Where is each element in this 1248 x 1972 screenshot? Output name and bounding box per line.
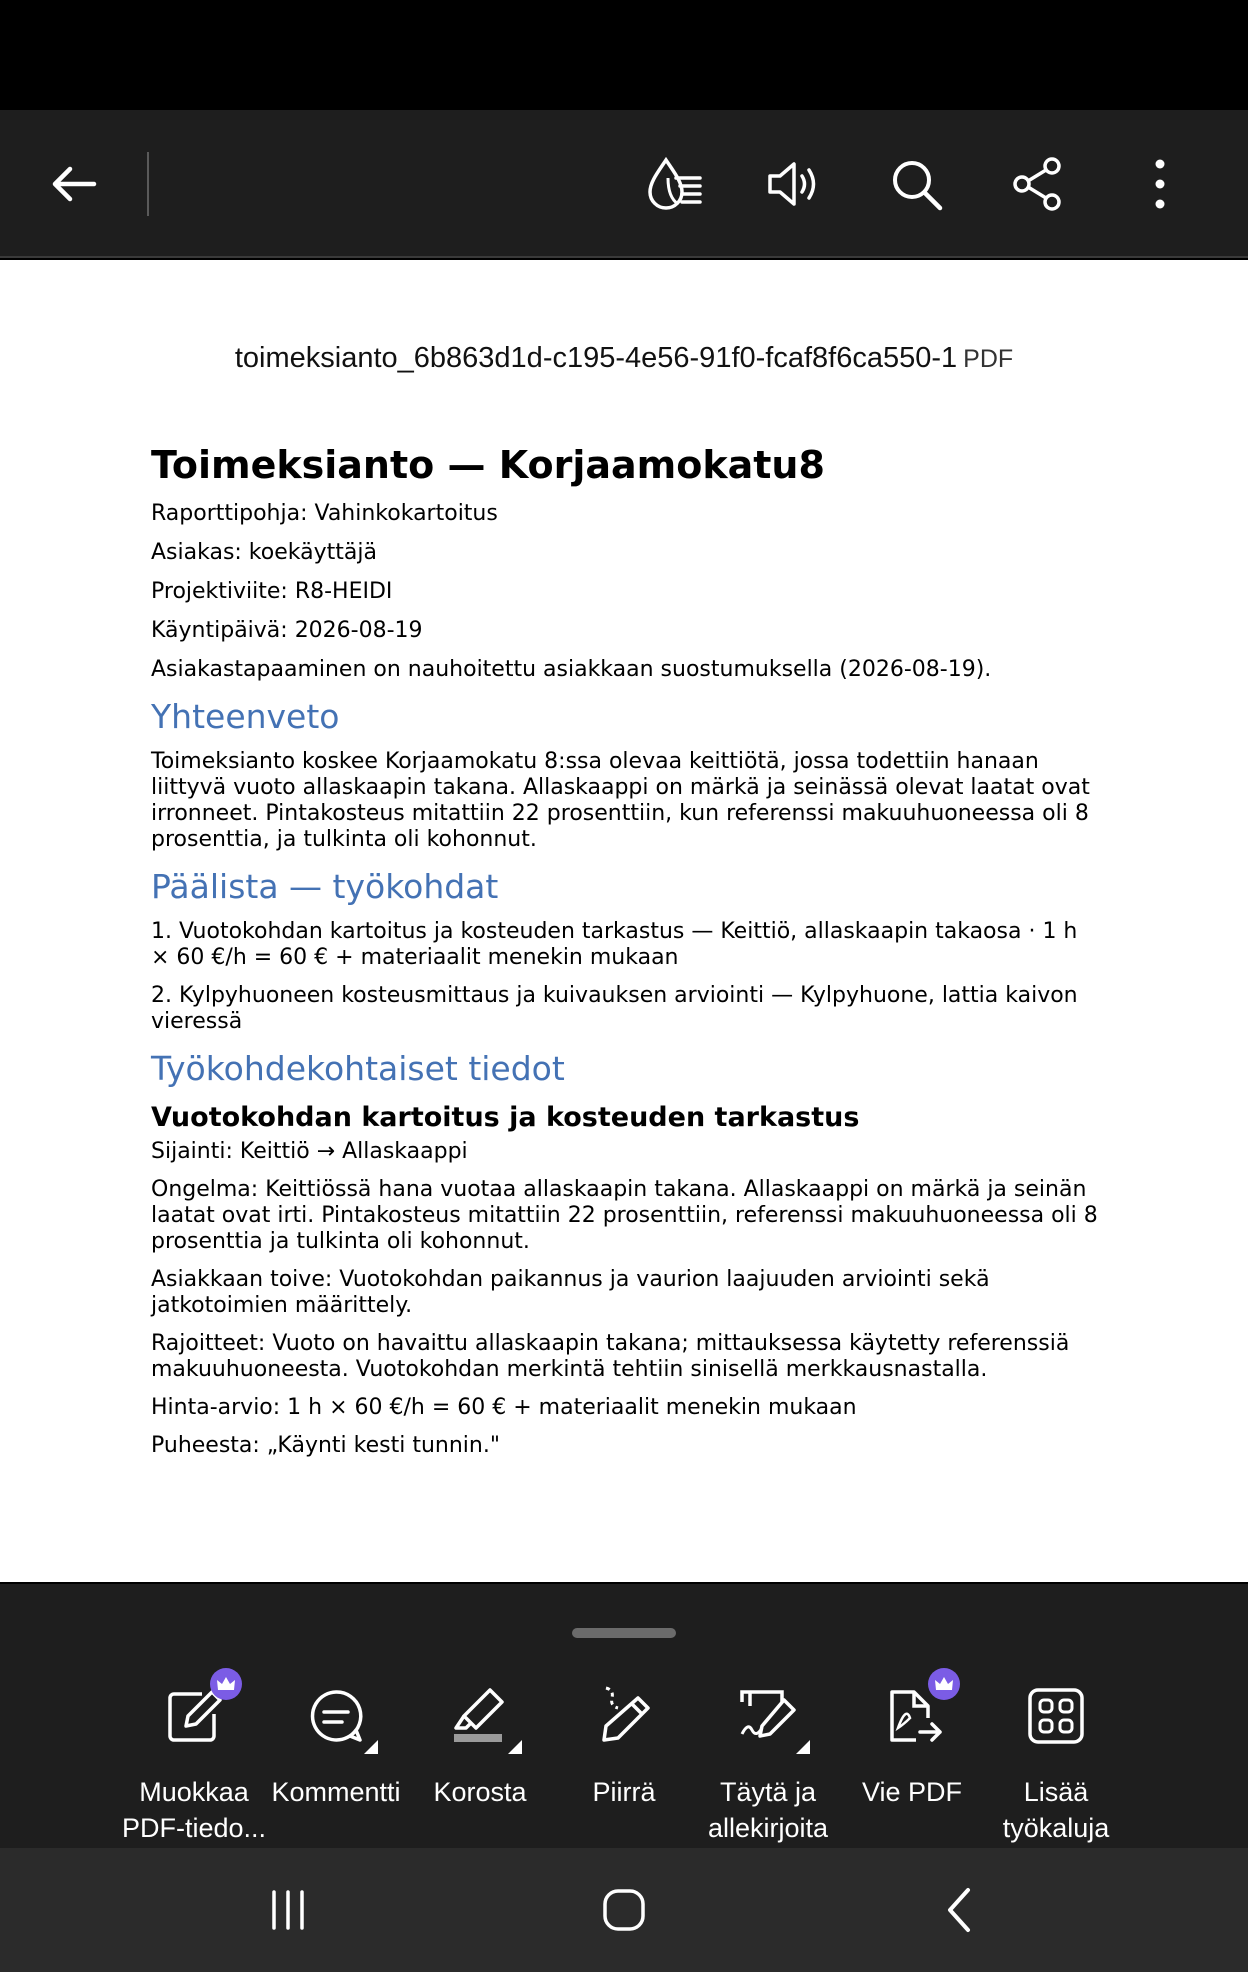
item-detail: Asiakkaan toive: Vuotokohdan paikannus ja vaurion laajuuden arviointi sekä jatkotoimien määrittely.	[151, 1267, 990, 1318]
tool-highlight[interactable]	[408, 1676, 552, 1810]
item-detail: Puheesta: „Käynti kesti tunnin."	[151, 1433, 500, 1458]
mainlist-item: 2. Kylpyhuoneen kosteusmittaus ja kuivauksen arviointi — Kylpyhuone, lattia kaivon vieressä	[151, 983, 1078, 1034]
back-button[interactable]	[24, 134, 124, 234]
more-vert-icon	[1150, 154, 1170, 214]
premium-crown-icon	[210, 1668, 242, 1700]
home-icon	[600, 1886, 648, 1934]
meta-line: Raporttipohja: Vahinkokartoitus	[151, 501, 498, 526]
recent-apps-button[interactable]	[228, 1870, 348, 1950]
tool-comment[interactable]	[264, 1676, 408, 1810]
submenu-indicator-icon	[508, 1740, 522, 1754]
tool-label: Muokkaa PDF-tiedo...	[122, 1777, 267, 1843]
tool-export-pdf[interactable]	[840, 1676, 984, 1810]
summary-heading: Yhteenveto	[151, 697, 340, 736]
fill-sign-icon	[736, 1684, 800, 1748]
back-icon	[942, 1886, 978, 1934]
tool-draw[interactable]	[552, 1676, 696, 1810]
recent-apps-icon	[266, 1888, 310, 1932]
document-page[interactable]	[0, 260, 1248, 1582]
tool-more-tools[interactable]	[984, 1676, 1128, 1846]
liquid-mode-icon	[642, 152, 706, 216]
draw-icon	[592, 1684, 656, 1748]
read-aloud-button[interactable]	[744, 134, 844, 234]
tool-label: Korosta	[433, 1777, 527, 1807]
tool-label: Piirrä	[592, 1777, 656, 1807]
submenu-indicator-icon	[796, 1740, 810, 1754]
meta-line: Asiakas: koekäyttäjä	[151, 540, 377, 565]
item-detail: Sijainti: Keittiö → Allaskaappi	[151, 1139, 468, 1164]
meta-line: Asiakastapaaminen on nauhoitettu asiakkaan suostumuksella (2026-08-19).	[151, 657, 992, 682]
premium-crown-icon	[928, 1668, 960, 1700]
tool-label: Vie PDF	[861, 1777, 963, 1807]
share-button[interactable]	[988, 134, 1088, 234]
mainlist-item: 1. Vuotokohdan kartoitus ja kosteuden tarkastus — Keittiö, allaskaapin takaosa · 1 h × 60 €/h = 60 € + materiaalit menekin mukaan	[151, 919, 1078, 970]
tool-label: Täytä ja allekirjoita	[707, 1777, 829, 1843]
meta-line: Käyntipäivä: 2026-08-19	[151, 618, 423, 643]
document-content	[151, 442, 1101, 1471]
file-name-bar	[0, 342, 1248, 375]
file-extension: PDF	[963, 345, 1014, 373]
item-heading: Vuotokohdan kartoitus ja kosteuden tarkastus	[151, 1102, 860, 1133]
file-name: toimeksianto_6b863d1d-c195-4e56-91f0-fcaf8f6ca550-1	[234, 342, 958, 374]
more-tools-icon	[1026, 1686, 1086, 1746]
drag-handle[interactable]	[572, 1628, 676, 1638]
summary-text: Toimeksianto koskee Korjaamokatu 8:ssa olevaa keittiötä, jossa todettiin hanaan liittyvä vuoto allaskaapin takana. Allaskaappi on märkä ja seinässä olevat laatat ovat irronneet. Pintakosteus mitattiin 22 prosenttiin, kun referenssi makuuhuoneessa oli 8 prosenttia, ja tulkinta oli kohonnut.	[151, 749, 1090, 852]
tool-edit-pdf[interactable]	[122, 1676, 266, 1846]
details-heading: Työkohdekohtaiset tiedot	[151, 1049, 565, 1088]
highlight-icon	[448, 1684, 512, 1748]
meta-line: Projektiviite: R8-HEIDI	[151, 579, 393, 604]
toolbar-divider	[147, 152, 149, 216]
tool-label: Lisää työkaluja	[1002, 1777, 1110, 1843]
system-nav-bar	[0, 1848, 1248, 1972]
submenu-indicator-icon	[364, 1740, 378, 1754]
search-button[interactable]	[866, 134, 966, 234]
status-bar	[0, 0, 1248, 110]
item-detail: Rajoitteet: Vuoto on havaittu allaskaapin takana; mittauksessa käytetty referenssiä makuuhuoneesta. Vuotokohdan merkintä tehtiin sinisellä merkkausnastalla.	[151, 1331, 1070, 1382]
system-back-button[interactable]	[900, 1870, 1020, 1950]
tool-fill-sign[interactable]	[696, 1676, 840, 1846]
tools-panel	[0, 1584, 1248, 1848]
read-aloud-icon	[762, 152, 826, 216]
document-title: Toimeksianto — Korjaamokatu8	[151, 443, 825, 487]
tool-label: Kommentti	[271, 1777, 401, 1807]
home-button[interactable]	[564, 1870, 684, 1950]
comment-icon	[304, 1684, 368, 1748]
back-arrow-icon	[46, 156, 102, 212]
mainlist-heading: Päälista — työkohdat	[151, 867, 499, 906]
share-icon	[1008, 154, 1068, 214]
top-toolbar	[0, 110, 1248, 258]
more-options-button[interactable]	[1110, 134, 1210, 234]
liquid-mode-button[interactable]	[624, 134, 724, 234]
search-icon	[886, 154, 946, 214]
item-detail: Hinta-arvio: 1 h × 60 €/h = 60 € + materiaalit menekin mukaan	[151, 1395, 857, 1420]
item-detail: Ongelma: Keittiössä hana vuotaa allaskaapin takana. Allaskaappi on märkä ja seinän laatat ovat irti. Pintakosteus mitattiin 22 prosenttiin, referenssi makuuhuoneessa oli 8 prosenttia ja tulkinta oli kohonnut.	[151, 1177, 1098, 1254]
